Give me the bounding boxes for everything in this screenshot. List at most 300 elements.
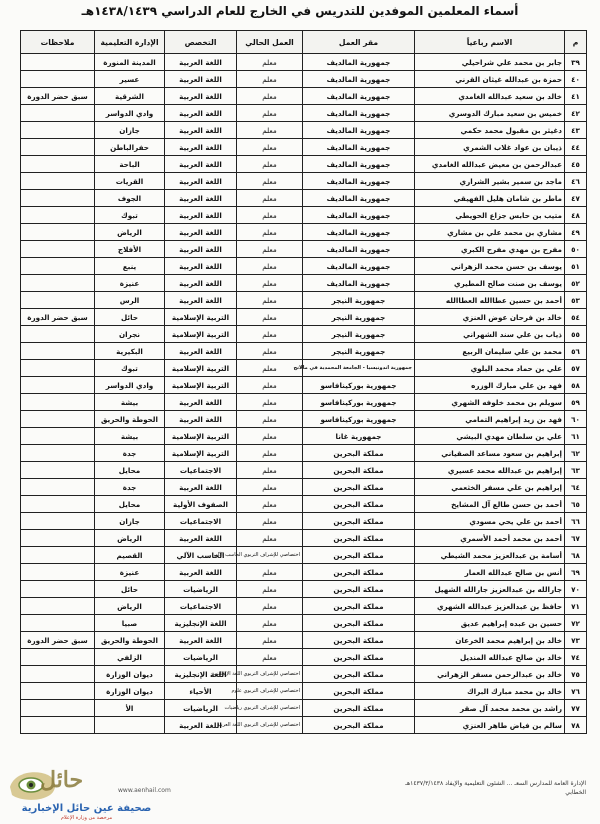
workplace-cell: جمهورية النيجر	[303, 309, 415, 326]
current-job-cell: معلم	[237, 564, 303, 581]
row-number-cell: ٦٨	[565, 547, 587, 564]
table-row	[21, 309, 587, 326]
table-row	[21, 173, 587, 190]
education-admin-cell: القصيم	[95, 547, 165, 564]
education-admin-cell: ينبع	[95, 258, 165, 275]
site-watermark	[0, 765, 170, 823]
table-row	[21, 377, 587, 394]
table-row	[21, 513, 587, 530]
specialty-cell: اللغة العربية	[165, 207, 237, 224]
teacher-name-cell: أحمد بن محمد أحمد الأسمري	[415, 530, 565, 547]
row-number-cell: ٥١	[565, 258, 587, 275]
specialty-cell: اللغة العربية	[165, 530, 237, 547]
notes-cell	[21, 666, 95, 683]
footer-line-2: الخطابي	[565, 789, 586, 796]
row-number-cell: ٥٩	[565, 394, 587, 411]
current-job-cell: اختصاصي للإشراف التربوي علوم	[237, 683, 303, 700]
table-row	[21, 581, 587, 598]
header-number: م	[565, 31, 587, 54]
workplace-cell: مملكة البحرين	[303, 445, 415, 462]
workplace-cell: جمهورية بوركينافاسو	[303, 411, 415, 428]
watermark-site: www.aenhail.com	[118, 787, 171, 794]
current-job-cell: معلم	[237, 71, 303, 88]
specialty-cell: اللغة العربية	[165, 394, 237, 411]
teacher-name-cell: حمزة بن عبدالله غيثان القرني	[415, 71, 565, 88]
teacher-name-cell: حافظ بن عبدالعزيز عبدالله الشهري	[415, 598, 565, 615]
specialty-cell: اللغة العربية	[165, 156, 237, 173]
specialty-cell: الأحياء	[165, 683, 237, 700]
workplace-cell: مملكة البحرين	[303, 649, 415, 666]
row-number-cell: ٤٤	[565, 139, 587, 156]
workplace-cell: مملكة البحرين	[303, 547, 415, 564]
workplace-cell: مملكة البحرين	[303, 615, 415, 632]
row-number-cell: ٥٨	[565, 377, 587, 394]
workplace-cell: مملكة البحرين	[303, 479, 415, 496]
specialty-cell: اللغة العربية	[165, 54, 237, 71]
current-job-cell: معلم	[237, 88, 303, 105]
row-number-cell: ٤٩	[565, 224, 587, 241]
specialty-cell: اللغة العربية	[165, 224, 237, 241]
teacher-name-cell: خالد بن صالح عبدالله المنديل	[415, 649, 565, 666]
teacher-name-cell: عبدالرحمن بن معيض عبدالله الغامدي	[415, 156, 565, 173]
current-job-cell: معلم	[237, 105, 303, 122]
teacher-name-cell: خالد بن عبدالرحمن مسفر الزهراني	[415, 666, 565, 683]
notes-cell	[21, 54, 95, 71]
table-row	[21, 139, 587, 156]
row-number-cell: ٥٤	[565, 309, 587, 326]
table-row	[21, 224, 587, 241]
notes-cell	[21, 530, 95, 547]
notes-cell	[21, 207, 95, 224]
header-workplace: مقر العمل	[303, 31, 415, 54]
header-specialty: التخصص	[165, 31, 237, 54]
table-row	[21, 496, 587, 513]
education-admin-cell: جدة	[95, 445, 165, 462]
teacher-name-cell: إبراهيم بن عبدالله محمد عسيري	[415, 462, 565, 479]
row-number-cell: ٧٧	[565, 700, 587, 717]
table-body	[21, 54, 587, 734]
row-number-cell: ٤٥	[565, 156, 587, 173]
table-row	[21, 462, 587, 479]
education-admin-cell: الرياض	[95, 224, 165, 241]
workplace-cell: مملكة البحرين	[303, 513, 415, 530]
notes-cell	[21, 581, 95, 598]
document-footer	[200, 779, 586, 797]
education-admin-cell: جازان	[95, 513, 165, 530]
notes-cell	[21, 139, 95, 156]
notes-cell	[21, 241, 95, 258]
notes-cell	[21, 462, 95, 479]
teacher-name-cell: خالد بن سعيد عبدالله الغامدي	[415, 88, 565, 105]
notes-cell	[21, 564, 95, 581]
specialty-cell: اللغة العربية	[165, 139, 237, 156]
current-job-cell: معلم	[237, 598, 303, 615]
education-admin-cell: صبيا	[95, 615, 165, 632]
teacher-name-cell: أحمد بن علي يحي مسودي	[415, 513, 565, 530]
current-job-cell: معلم	[237, 241, 303, 258]
current-job-cell: اختصاصي للإشراف التربوي رياضيات	[237, 700, 303, 717]
table-row	[21, 88, 587, 105]
workplace-cell: جمهورية المالديف	[303, 105, 415, 122]
notes-cell	[21, 71, 95, 88]
row-number-cell: ٤٨	[565, 207, 587, 224]
specialty-cell: اللغة العربية	[165, 275, 237, 292]
workplace-cell: جمهورية المالديف	[303, 122, 415, 139]
current-job-cell: معلم	[237, 343, 303, 360]
current-job-cell: معلم	[237, 377, 303, 394]
row-number-cell: ٧٥	[565, 666, 587, 683]
notes-cell	[21, 326, 95, 343]
workplace-cell: جمهورية المالديف	[303, 241, 415, 258]
specialty-cell: الرياضيات	[165, 649, 237, 666]
notes-cell	[21, 292, 95, 309]
current-job-cell: معلم	[237, 479, 303, 496]
table-row	[21, 632, 587, 649]
teacher-name-cell: فهد بن زيد إبراهيم التمامي	[415, 411, 565, 428]
education-admin-cell: القريات	[95, 173, 165, 190]
table-row	[21, 479, 587, 496]
row-number-cell: ٦٠	[565, 411, 587, 428]
table-row	[21, 547, 587, 564]
workplace-cell: جمهورية النيجر	[303, 292, 415, 309]
watermark-subcaption: مرخصة من وزارة الإعلام	[60, 815, 113, 821]
specialty-cell: اللغة العربية	[165, 122, 237, 139]
row-number-cell: ٣٩	[565, 54, 587, 71]
table-row	[21, 241, 587, 258]
education-admin-cell: الباحة	[95, 156, 165, 173]
row-number-cell: ٦٢	[565, 445, 587, 462]
teacher-name-cell: ذيبان بن عواد غلاب الشمري	[415, 139, 565, 156]
teacher-name-cell: يوسف بن حسن محمد الزهراني	[415, 258, 565, 275]
table-row	[21, 190, 587, 207]
row-number-cell: ٥٠	[565, 241, 587, 258]
teacher-name-cell: أسامة بن عبدالعزيز محمد الشيطي	[415, 547, 565, 564]
row-number-cell: ٤٠	[565, 71, 587, 88]
teacher-name-cell: خالد بن إبراهيم محمد الخرعان	[415, 632, 565, 649]
table-row	[21, 530, 587, 547]
watermark-caption: صحيفة عين حائل الإخبارية	[21, 803, 152, 814]
current-job-cell: معلم	[237, 496, 303, 513]
current-job-cell: معلم	[237, 326, 303, 343]
row-number-cell: ٧٨	[565, 717, 587, 734]
education-admin-cell: عنيزة	[95, 564, 165, 581]
teacher-name-cell: خالد بن فرحان عوض العنزي	[415, 309, 565, 326]
specialty-cell: التربية الإسلامية	[165, 377, 237, 394]
notes-cell: سبق حضر الدورة	[21, 632, 95, 649]
specialty-cell: الرياضيات	[165, 581, 237, 598]
specialty-cell: التربية الإسلامية	[165, 360, 237, 377]
current-job-cell: معلم	[237, 615, 303, 632]
teacher-name-cell: جارالله بن عبدالعزيز جارالله الشهيل	[415, 581, 565, 598]
specialty-cell: اللغة العربية	[165, 241, 237, 258]
table-row	[21, 326, 587, 343]
current-job-cell: معلم	[237, 360, 303, 377]
current-job-cell: معلم	[237, 445, 303, 462]
teacher-name-cell: جابر بن محمد علي شراحيلي	[415, 54, 565, 71]
specialty-cell: الصفوف الأولية	[165, 496, 237, 513]
table-row	[21, 700, 587, 717]
teacher-name-cell: إبراهيم بن علي مسفر الخثعمي	[415, 479, 565, 496]
header-current-job: العمل الحالي	[237, 31, 303, 54]
row-number-cell: ٧٦	[565, 683, 587, 700]
education-admin-cell: المدينة المنورة	[95, 54, 165, 71]
current-job-cell: معلم	[237, 54, 303, 71]
table-row	[21, 156, 587, 173]
row-number-cell: ٦٦	[565, 513, 587, 530]
specialty-cell: اللغة العربية	[165, 88, 237, 105]
specialty-cell: اللغة الإنجليزية	[165, 666, 237, 683]
specialty-cell: اللغة العربية	[165, 564, 237, 581]
education-admin-cell: ديوان الوزارة	[95, 683, 165, 700]
current-job-cell: معلم	[237, 156, 303, 173]
education-admin-cell: حائل	[95, 309, 165, 326]
row-number-cell: ٦٤	[565, 479, 587, 496]
workplace-cell: مملكة البحرين	[303, 717, 415, 734]
education-admin-cell: محايل	[95, 462, 165, 479]
header-name: الاسم رباعياً	[415, 31, 565, 54]
teacher-name-cell: خميس بن سعيد مبارك الدوسري	[415, 105, 565, 122]
workplace-cell: جمهورية المالديف	[303, 88, 415, 105]
teacher-name-cell: إبراهيم بن سعود مساعد الصقياني	[415, 445, 565, 462]
footer-line-1: الإدارة العامة للمدارس السعـ ... الشئون التعليمية والإيفاد ١٤٣٧/٣/١٤٣٨هـ	[405, 780, 586, 787]
workplace-cell: مملكة البحرين	[303, 700, 415, 717]
workplace-cell: جمهورية المالديف	[303, 173, 415, 190]
workplace-cell: مملكة البحرين	[303, 683, 415, 700]
table-row	[21, 394, 587, 411]
workplace-cell: جمهورية المالديف	[303, 275, 415, 292]
table-row	[21, 207, 587, 224]
table-header-row	[21, 31, 587, 54]
teacher-name-cell: متيب بن حابس جزاع الحويطي	[415, 207, 565, 224]
notes-cell	[21, 547, 95, 564]
row-number-cell: ٦٣	[565, 462, 587, 479]
teacher-name-cell: سالم بن فياض طاهر العنزي	[415, 717, 565, 734]
table-row	[21, 343, 587, 360]
current-job-cell: معلم	[237, 139, 303, 156]
workplace-cell: مملكة البحرين	[303, 581, 415, 598]
education-admin-cell: تبوك	[95, 360, 165, 377]
notes-cell	[21, 445, 95, 462]
workplace-cell: مملكة البحرين	[303, 462, 415, 479]
current-job-cell: اختصاصي للإشراف التربوي اللغة العربية	[237, 717, 303, 734]
table-row	[21, 428, 587, 445]
table-row	[21, 598, 587, 615]
specialty-cell: اللغة العربية	[165, 292, 237, 309]
education-admin-cell: عسير	[95, 71, 165, 88]
teacher-name-cell: ذياب بن علي سند الشهراني	[415, 326, 565, 343]
row-number-cell: ٥٢	[565, 275, 587, 292]
row-number-cell: ٥٥	[565, 326, 587, 343]
table-row	[21, 564, 587, 581]
notes-cell	[21, 717, 95, 734]
table-row	[21, 445, 587, 462]
specialty-cell: اللغة العربية	[165, 190, 237, 207]
table-row	[21, 105, 587, 122]
current-job-cell: معلم	[237, 258, 303, 275]
specialty-cell: اللغة العربية	[165, 105, 237, 122]
header-notes: ملاحظات	[21, 31, 95, 54]
notes-cell	[21, 275, 95, 292]
teacher-name-cell: أحمد بن حسين عطاالله العطاالله	[415, 292, 565, 309]
row-number-cell: ٦٥	[565, 496, 587, 513]
current-job-cell: معلم	[237, 581, 303, 598]
education-admin-cell: عنيزة	[95, 275, 165, 292]
row-number-cell: ٧١	[565, 598, 587, 615]
education-admin-cell: الزلفي	[95, 649, 165, 666]
specialty-cell: اللغة العربية	[165, 173, 237, 190]
current-job-cell: معلم	[237, 530, 303, 547]
current-job-cell: معلم	[237, 428, 303, 445]
education-admin-cell: الرس	[95, 292, 165, 309]
current-job-cell: معلم	[237, 411, 303, 428]
table-row	[21, 122, 587, 139]
row-number-cell: ٧٢	[565, 615, 587, 632]
workplace-cell: جمهورية بوركينافاسو	[303, 394, 415, 411]
table-row	[21, 54, 587, 71]
education-admin-cell: تبوك	[95, 207, 165, 224]
workplace-cell: جمهورية المالديف	[303, 224, 415, 241]
teacher-name-cell: مفرح بن مهدي مفرح الكبري	[415, 241, 565, 258]
specialty-cell: اللغة العربية	[165, 632, 237, 649]
education-admin-cell: ديوان الوزارة	[95, 666, 165, 683]
teacher-name-cell: دغيثر بن مقبول محمد حكمي	[415, 122, 565, 139]
watermark-brand: حائل	[40, 767, 84, 793]
workplace-cell: مملكة البحرين	[303, 666, 415, 683]
education-admin-cell: الحوطة والحريق	[95, 632, 165, 649]
current-job-cell: معلم	[237, 632, 303, 649]
specialty-cell: اللغة العربية	[165, 71, 237, 88]
table-row	[21, 360, 587, 377]
teachers-table	[20, 30, 587, 734]
workplace-cell: جمهورية المالديف	[303, 190, 415, 207]
specialty-cell: اللغة العربية	[165, 717, 237, 734]
specialty-cell: الاجتماعيات	[165, 598, 237, 615]
notes-cell: سبق حضر الدورة	[21, 309, 95, 326]
notes-cell	[21, 360, 95, 377]
header-education-admin: الإدارة التعليمية	[95, 31, 165, 54]
current-job-cell: معلم	[237, 649, 303, 666]
row-number-cell: ٥٧	[565, 360, 587, 377]
notes-cell	[21, 105, 95, 122]
table-row	[21, 258, 587, 275]
education-admin-cell: نجران	[95, 326, 165, 343]
row-number-cell: ٧٠	[565, 581, 587, 598]
notes-cell	[21, 190, 95, 207]
teacher-name-cell: أنس بن صالح عبدالله العمار	[415, 564, 565, 581]
table-row	[21, 411, 587, 428]
specialty-cell: اللغة العربية	[165, 411, 237, 428]
notes-cell	[21, 479, 95, 496]
education-admin-cell: وادي الدواسر	[95, 105, 165, 122]
current-job-cell: معلم	[237, 207, 303, 224]
table-row	[21, 71, 587, 88]
specialty-cell: الرياضيات	[165, 700, 237, 717]
education-admin-cell: الأ	[95, 700, 165, 717]
table-row	[21, 666, 587, 683]
specialty-cell: الاجتماعيات	[165, 513, 237, 530]
workplace-cell: جمهورية المالديف	[303, 258, 415, 275]
education-admin-cell: حفرالباطن	[95, 139, 165, 156]
current-job-cell: معلم	[237, 224, 303, 241]
workplace-cell: جمهورية النيجر	[303, 326, 415, 343]
workplace-cell: مملكة البحرين	[303, 496, 415, 513]
row-number-cell: ٤١	[565, 88, 587, 105]
current-job-cell: معلم	[237, 292, 303, 309]
row-number-cell: ٤٦	[565, 173, 587, 190]
current-job-cell: معلم	[237, 173, 303, 190]
notes-cell	[21, 496, 95, 513]
teacher-name-cell: علي بن سلطان مهدي البيشي	[415, 428, 565, 445]
notes-cell	[21, 700, 95, 717]
notes-cell	[21, 377, 95, 394]
education-admin-cell: وادي الدواسر	[95, 377, 165, 394]
row-number-cell: ٥٣	[565, 292, 587, 309]
teacher-name-cell: يوسف بن صنت صالح المطيري	[415, 275, 565, 292]
workplace-cell: مملكة البحرين	[303, 632, 415, 649]
notes-cell	[21, 156, 95, 173]
specialty-cell: اللغة العربية	[165, 479, 237, 496]
specialty-cell: اللغة الإنجليزية	[165, 615, 237, 632]
notes-cell	[21, 258, 95, 275]
row-number-cell: ٦١	[565, 428, 587, 445]
teacher-name-cell: راشد بن محمد محمد آل صقر	[415, 700, 565, 717]
workplace-cell: مملكة البحرين	[303, 530, 415, 547]
table-row	[21, 615, 587, 632]
education-admin-cell	[95, 717, 165, 734]
education-admin-cell: بيشة	[95, 394, 165, 411]
teacher-name-cell: أحمد بن حسن طالع آل المشايخ	[415, 496, 565, 513]
current-job-cell: معلم	[237, 309, 303, 326]
education-admin-cell: الرياض	[95, 598, 165, 615]
teacher-name-cell: ماطر بن شامان هليل الفهيقي	[415, 190, 565, 207]
workplace-cell: جمهورية غانا	[303, 428, 415, 445]
specialty-cell: التربية الإسلامية	[165, 326, 237, 343]
specialty-cell: التربية الإسلامية	[165, 309, 237, 326]
document-title: أسماء المعلمين الموفدين للتدريس في الخارج للعام الدراسي ١٤٣٨/١٤٣٩هـ	[81, 4, 519, 18]
row-number-cell: ٤٣	[565, 122, 587, 139]
notes-cell	[21, 224, 95, 241]
teacher-name-cell: خالد بن محمد مبارك البراك	[415, 683, 565, 700]
teacher-name-cell: فهد بن علي مبارك الوزره	[415, 377, 565, 394]
specialty-cell: الاجتماعيات	[165, 462, 237, 479]
notes-cell	[21, 173, 95, 190]
current-job-cell: معلم	[237, 275, 303, 292]
row-number-cell: ٧٣	[565, 632, 587, 649]
notes-cell	[21, 598, 95, 615]
teacher-name-cell: علي بن حماد محمد البلوي	[415, 360, 565, 377]
table-row	[21, 292, 587, 309]
table-row	[21, 275, 587, 292]
specialty-cell: اللغة العربية	[165, 258, 237, 275]
workplace-cell: جمهورية المالديف	[303, 54, 415, 71]
current-job-cell: معلم	[237, 513, 303, 530]
education-admin-cell: الشرقية	[95, 88, 165, 105]
workplace-cell: جمهورية المالديف	[303, 71, 415, 88]
workplace-cell: مملكة البحرين	[303, 564, 415, 581]
education-admin-cell: الحوطة والحريق	[95, 411, 165, 428]
specialty-cell: اللغة العربية	[165, 343, 237, 360]
education-admin-cell: البكيرية	[95, 343, 165, 360]
notes-cell	[21, 343, 95, 360]
current-job-cell: اختصاصي للإشراف التربوي الحاسب الآلي	[237, 547, 303, 564]
current-job-cell: معلم	[237, 122, 303, 139]
table-row	[21, 717, 587, 734]
row-number-cell: ٤٢	[565, 105, 587, 122]
current-job-cell: معلم	[237, 462, 303, 479]
education-admin-cell: حائل	[95, 581, 165, 598]
notes-cell	[21, 428, 95, 445]
workplace-cell: جمهورية اندونيسيا - الجامعة المحمدية في مالانج	[303, 360, 415, 377]
